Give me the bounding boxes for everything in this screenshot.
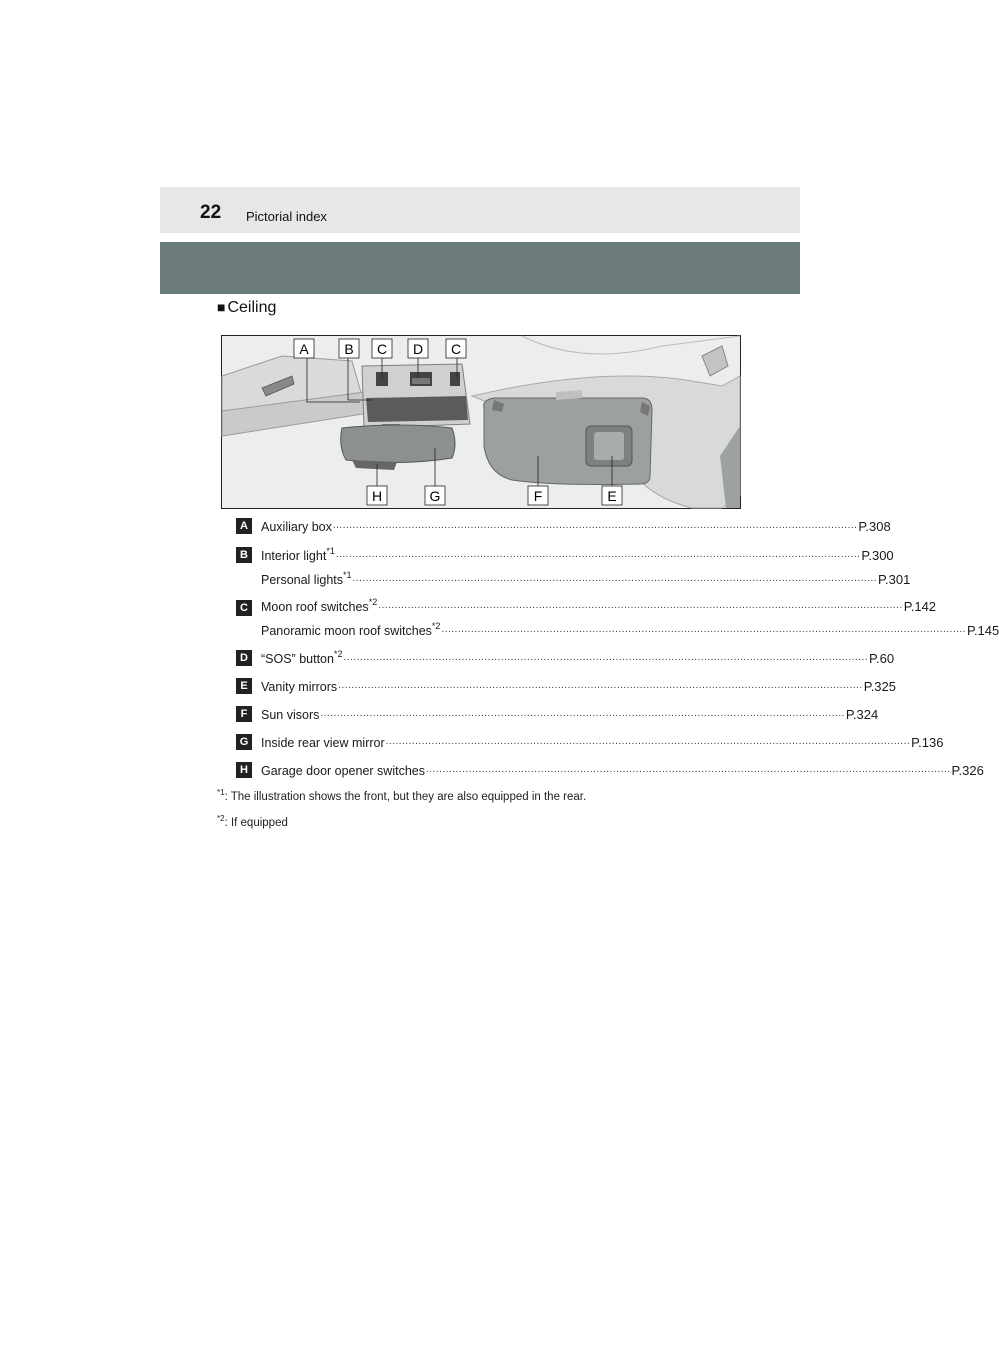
page-ref-link[interactable]: P.324 (845, 707, 879, 722)
section-band (160, 242, 800, 294)
page-ref-link[interactable]: P.308 (858, 519, 891, 534)
callout-label: C (450, 341, 462, 357)
legend-label: Sun visors (261, 708, 320, 722)
legend-label: Auxiliary box (261, 520, 332, 534)
legend-label-text: Personal lights (261, 573, 343, 587)
page-ref-link[interactable]: P.325 (863, 679, 896, 694)
legend-row (261, 704, 879, 722)
callout-label: F (533, 488, 543, 504)
callout-label: E (607, 488, 617, 504)
legend-label-text: Panoramic moon roof switches (261, 624, 432, 638)
legend-badge: C (236, 600, 252, 616)
callout-label: C (376, 341, 388, 357)
legend-row (261, 596, 937, 614)
callout-label: H (371, 488, 383, 504)
legend-label (261, 621, 440, 638)
legend-row (261, 648, 895, 666)
legend-row (261, 545, 894, 563)
footnote-1 (217, 788, 586, 803)
legend-badge: A (236, 518, 252, 534)
legend-badge: H (236, 762, 252, 778)
callout-label: B (344, 341, 354, 357)
section-title-text: Ceiling (227, 299, 277, 316)
page-number: 22 (200, 202, 222, 223)
legend-label-text: “SOS” button (261, 652, 334, 666)
legend-label (261, 570, 352, 587)
callout-label: A (299, 341, 309, 357)
dot-leader: ................................................................................................................................................................ (441, 624, 966, 635)
legend-label: Inside rear view mirror (261, 736, 385, 750)
legend-label: Vanity mirrors (261, 680, 338, 694)
section-marker: ■ (217, 299, 226, 315)
legend-badge: F (236, 706, 252, 722)
legend-label (261, 546, 335, 563)
legend-label-text: Interior light (261, 549, 327, 563)
footnote-mark: *2 (333, 649, 343, 659)
footnote-mark: *2 (368, 597, 378, 607)
page-ref-link[interactable]: P.145 (966, 623, 999, 638)
footnote-mark: *1 (217, 788, 225, 797)
callout-label: D (412, 341, 424, 357)
callout-label: G (429, 488, 441, 504)
legend-badge: G (236, 734, 252, 750)
legend-label-text: Moon roof switches (261, 600, 369, 614)
legend-row (261, 620, 999, 638)
dot-leader: ................................................................................................................................................................ (352, 573, 878, 584)
legend-row (261, 760, 984, 778)
dot-leader: ................................................................................................................................................................ (378, 600, 903, 611)
dot-leader: ................................................................................................................................................................ (335, 549, 861, 560)
page-ref-link[interactable]: P.136 (911, 735, 944, 750)
legend-badge: E (236, 678, 252, 694)
footnote-mark: *1 (343, 570, 352, 580)
header-title: Pictorial index (246, 209, 327, 224)
dot-leader: ................................................................................................................................................................ (385, 736, 911, 747)
legend-row (261, 569, 911, 587)
footnote-mark: *1 (326, 546, 335, 556)
dot-leader: ................................................................................................................................................................ (320, 708, 845, 719)
footnote-mark: *2 (217, 814, 225, 823)
legend-label: Garage door opener switches (261, 764, 425, 778)
dot-leader: ................................................................................................................................................................ (338, 680, 863, 691)
ceiling-drawing (222, 336, 740, 508)
section-title (217, 299, 276, 317)
legend-row (261, 516, 891, 534)
legend-label (261, 649, 342, 666)
page-ref-link[interactable]: P.142 (903, 599, 937, 614)
page-ref-link[interactable]: P.301 (878, 572, 911, 587)
legend-badge: B (236, 547, 252, 563)
legend-label (261, 597, 377, 614)
page-ref-link[interactable]: P.326 (951, 763, 984, 778)
footnote-text: : The illustration shows the front, but they are also equipped in the rear. (224, 791, 587, 803)
footnote-2 (217, 814, 288, 829)
footnote-text: : If equipped (224, 817, 288, 829)
ceiling-illustration (221, 335, 741, 509)
legend-badge: D (236, 650, 252, 666)
dot-leader: ................................................................................................................................................................ (343, 652, 868, 663)
page-ref-link[interactable]: P.300 (861, 548, 894, 563)
dot-leader: ................................................................................................................................................................ (332, 520, 858, 531)
dot-leader: ................................................................................................................................................................ (425, 764, 951, 775)
footnote-mark: *2 (431, 621, 441, 631)
page-ref-link[interactable]: P.60 (869, 651, 895, 666)
legend-row (261, 732, 944, 750)
legend-row (261, 676, 896, 694)
